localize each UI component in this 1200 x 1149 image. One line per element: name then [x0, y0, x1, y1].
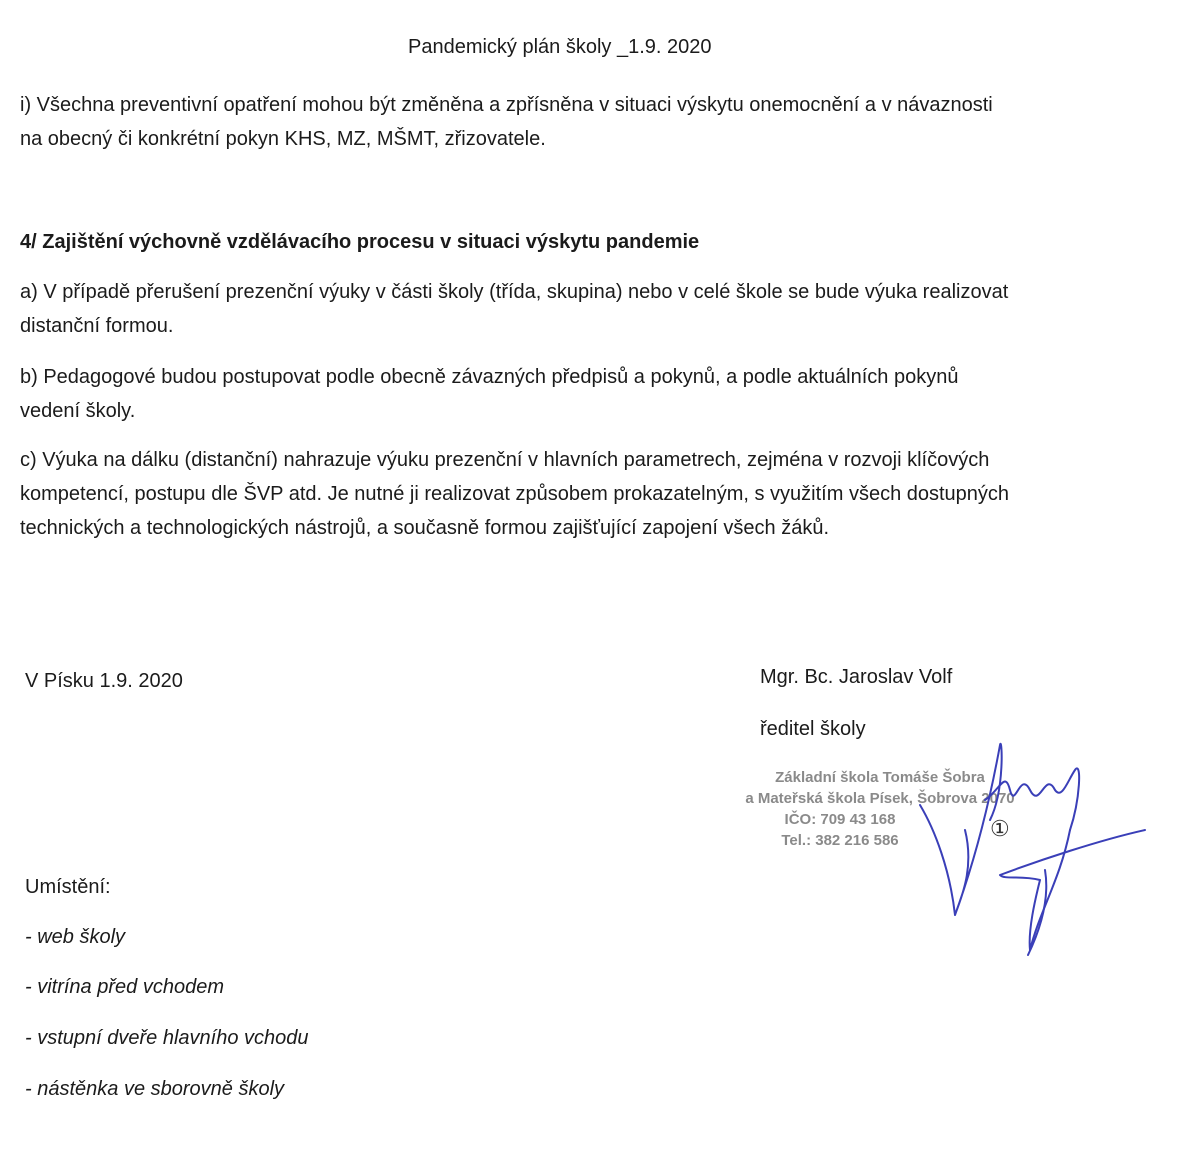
stamp-line-3: IČO: 709 43 168: [784, 811, 896, 828]
paragraph-c-line-1: c) Výuka na dálku (distanční) nahrazuje výuku prezenční v hlavních parametrech, zejména v rozvoji klíčových: [20, 449, 990, 471]
stamp-line-1: Základní škola Tomáše Šobra: [775, 769, 985, 786]
placement-item-2: - vitrína před vchodem: [25, 976, 224, 998]
stamp-line-2: a Mateřská škola Písek, Šobrova 2070: [745, 790, 1015, 807]
signature-stroke-1: [920, 744, 1002, 915]
stamp-mark: ①: [990, 816, 1010, 841]
paragraph-i-line-2: na obecný či konkrétní pokyn KHS, MZ, MŠMT, zřizovatele.: [20, 128, 546, 150]
paragraph-a-line-2: distanční formou.: [20, 315, 174, 337]
signatory-name: Mgr. Bc. Jaroslav Volf: [760, 666, 953, 688]
paragraph-b-line-1: b) Pedagogové budou postupovat podle obecně závazných předpisů a pokynů, a podle aktuálních pokynů: [20, 366, 959, 388]
signature-stroke-2: [985, 768, 1079, 830]
signature-stroke-3: [1000, 830, 1145, 950]
document-title: Pandemický plán školy _1.9. 2020: [408, 36, 712, 58]
placement-item-1: - web školy: [25, 926, 126, 948]
placement-item-4: - nástěnka ve sborovně školy: [25, 1078, 285, 1100]
signatory-role: ředitel školy: [760, 718, 866, 740]
place-and-date: V Písku 1.9. 2020: [25, 670, 183, 692]
paragraph-c-line-3: technických a technologických nástrojů, a současně formou zajišťující zapojení všech žáků.: [20, 517, 830, 539]
paragraph-i-line-1: i) Všechna preventivní opatření mohou být změněna a zpřísněna v situaci výskytu onemocnění a v návaznosti: [20, 94, 993, 116]
paragraph-c-line-2: kompetencí, postupu dle ŠVP atd. Je nutné ji realizovat způsobem prokazatelným, s využitím všech dostupných: [20, 483, 1010, 505]
paragraph-b-line-2: vedení školy.: [20, 400, 136, 422]
stamp-line-4: Tel.: 382 216 586: [781, 832, 899, 849]
signature-stroke-4: [1028, 870, 1046, 955]
section-4-heading: 4/ Zajištění výchovně vzdělávacího procesu v situaci výskytu pandemie: [20, 231, 700, 253]
placement-label: Umístění:: [25, 876, 111, 898]
placement-item-3: - vstupní dveře hlavního vchodu: [25, 1027, 309, 1049]
paragraph-a-line-1: a) V případě přerušení prezenční výuky v části školy (třída, skupina) nebo v celé škole se bude výuka realizovat: [20, 281, 1009, 303]
